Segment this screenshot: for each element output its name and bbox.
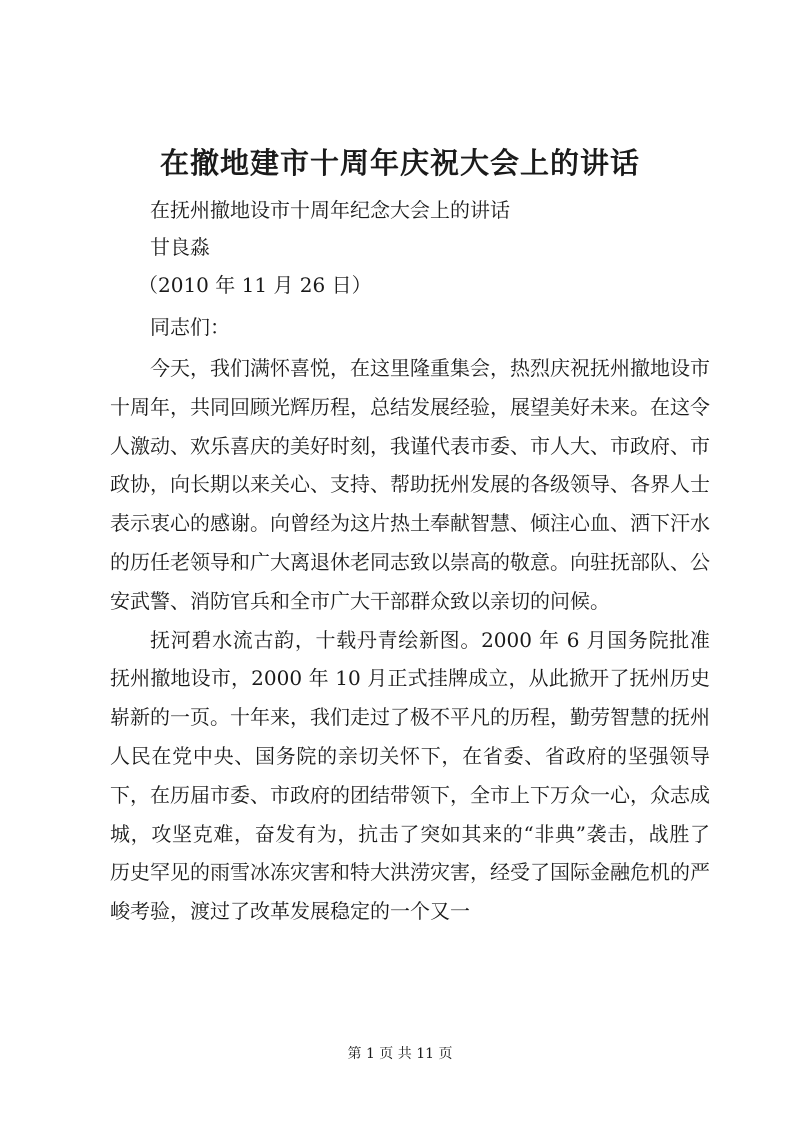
salutation: 同志们： <box>150 315 230 339</box>
speaker-name: 甘良淼 <box>150 235 210 259</box>
paragraph: 抚河碧水流古韵，十载丹青绘新图。2000 年 6 月国务院批准抚州撤地设市，2000 年 10 月正式挂牌成立，从此掀开了抚州历史崭新的一页。十年来，我们走过了极不平凡的历程，勤劳智慧的抚州人民在党中央、国务院的亲切关怀下，在省委、省政府的坚强领导下，在历届市委、市政府的团结带领下，全市上下万众一心，众志成城，攻坚克难，奋发有为，抗击了突如其来的“非典”袭击，战胜了历史罕见的雨雪冰冻灾害和特大洪涝灾害，经受了国际金融危机的严峻考验，渡过了改革发展稳定的一个又一 <box>110 627 710 924</box>
document-subtitle: 在抚州撤地设市十周年纪念大会上的讲话 <box>150 198 510 222</box>
paragraph: 今天，我们满怀喜悦，在这里隆重集会，热烈庆祝抚州撤地设市十周年，共同回顾光辉历程，总结发展经验，展望美好未来。在这令人激动、欢乐喜庆的美好时刻，我谨代表市委、市人大、市政府、市政协，向长期以来关心、支持、帮助抚州发展的各级领导、各界人士表示衷心的感谢。向曾经为这片热土奉献智慧、倾注心血、洒下汗水的历任老领导和广大离退休老同志致以崇高的敬意。向驻抚部队、公安武警、消防官兵和全市广大干部群众致以亲切的问候。 <box>110 356 710 613</box>
page-number-footer: 第 1 页 共 11 页 <box>347 1046 453 1062</box>
speech-body <box>110 349 710 931</box>
document-title: 在撤地建市十周年庆祝大会上的讲话 <box>159 146 640 180</box>
speech-date: （2010 年 11 月 26 日） <box>138 273 372 297</box>
